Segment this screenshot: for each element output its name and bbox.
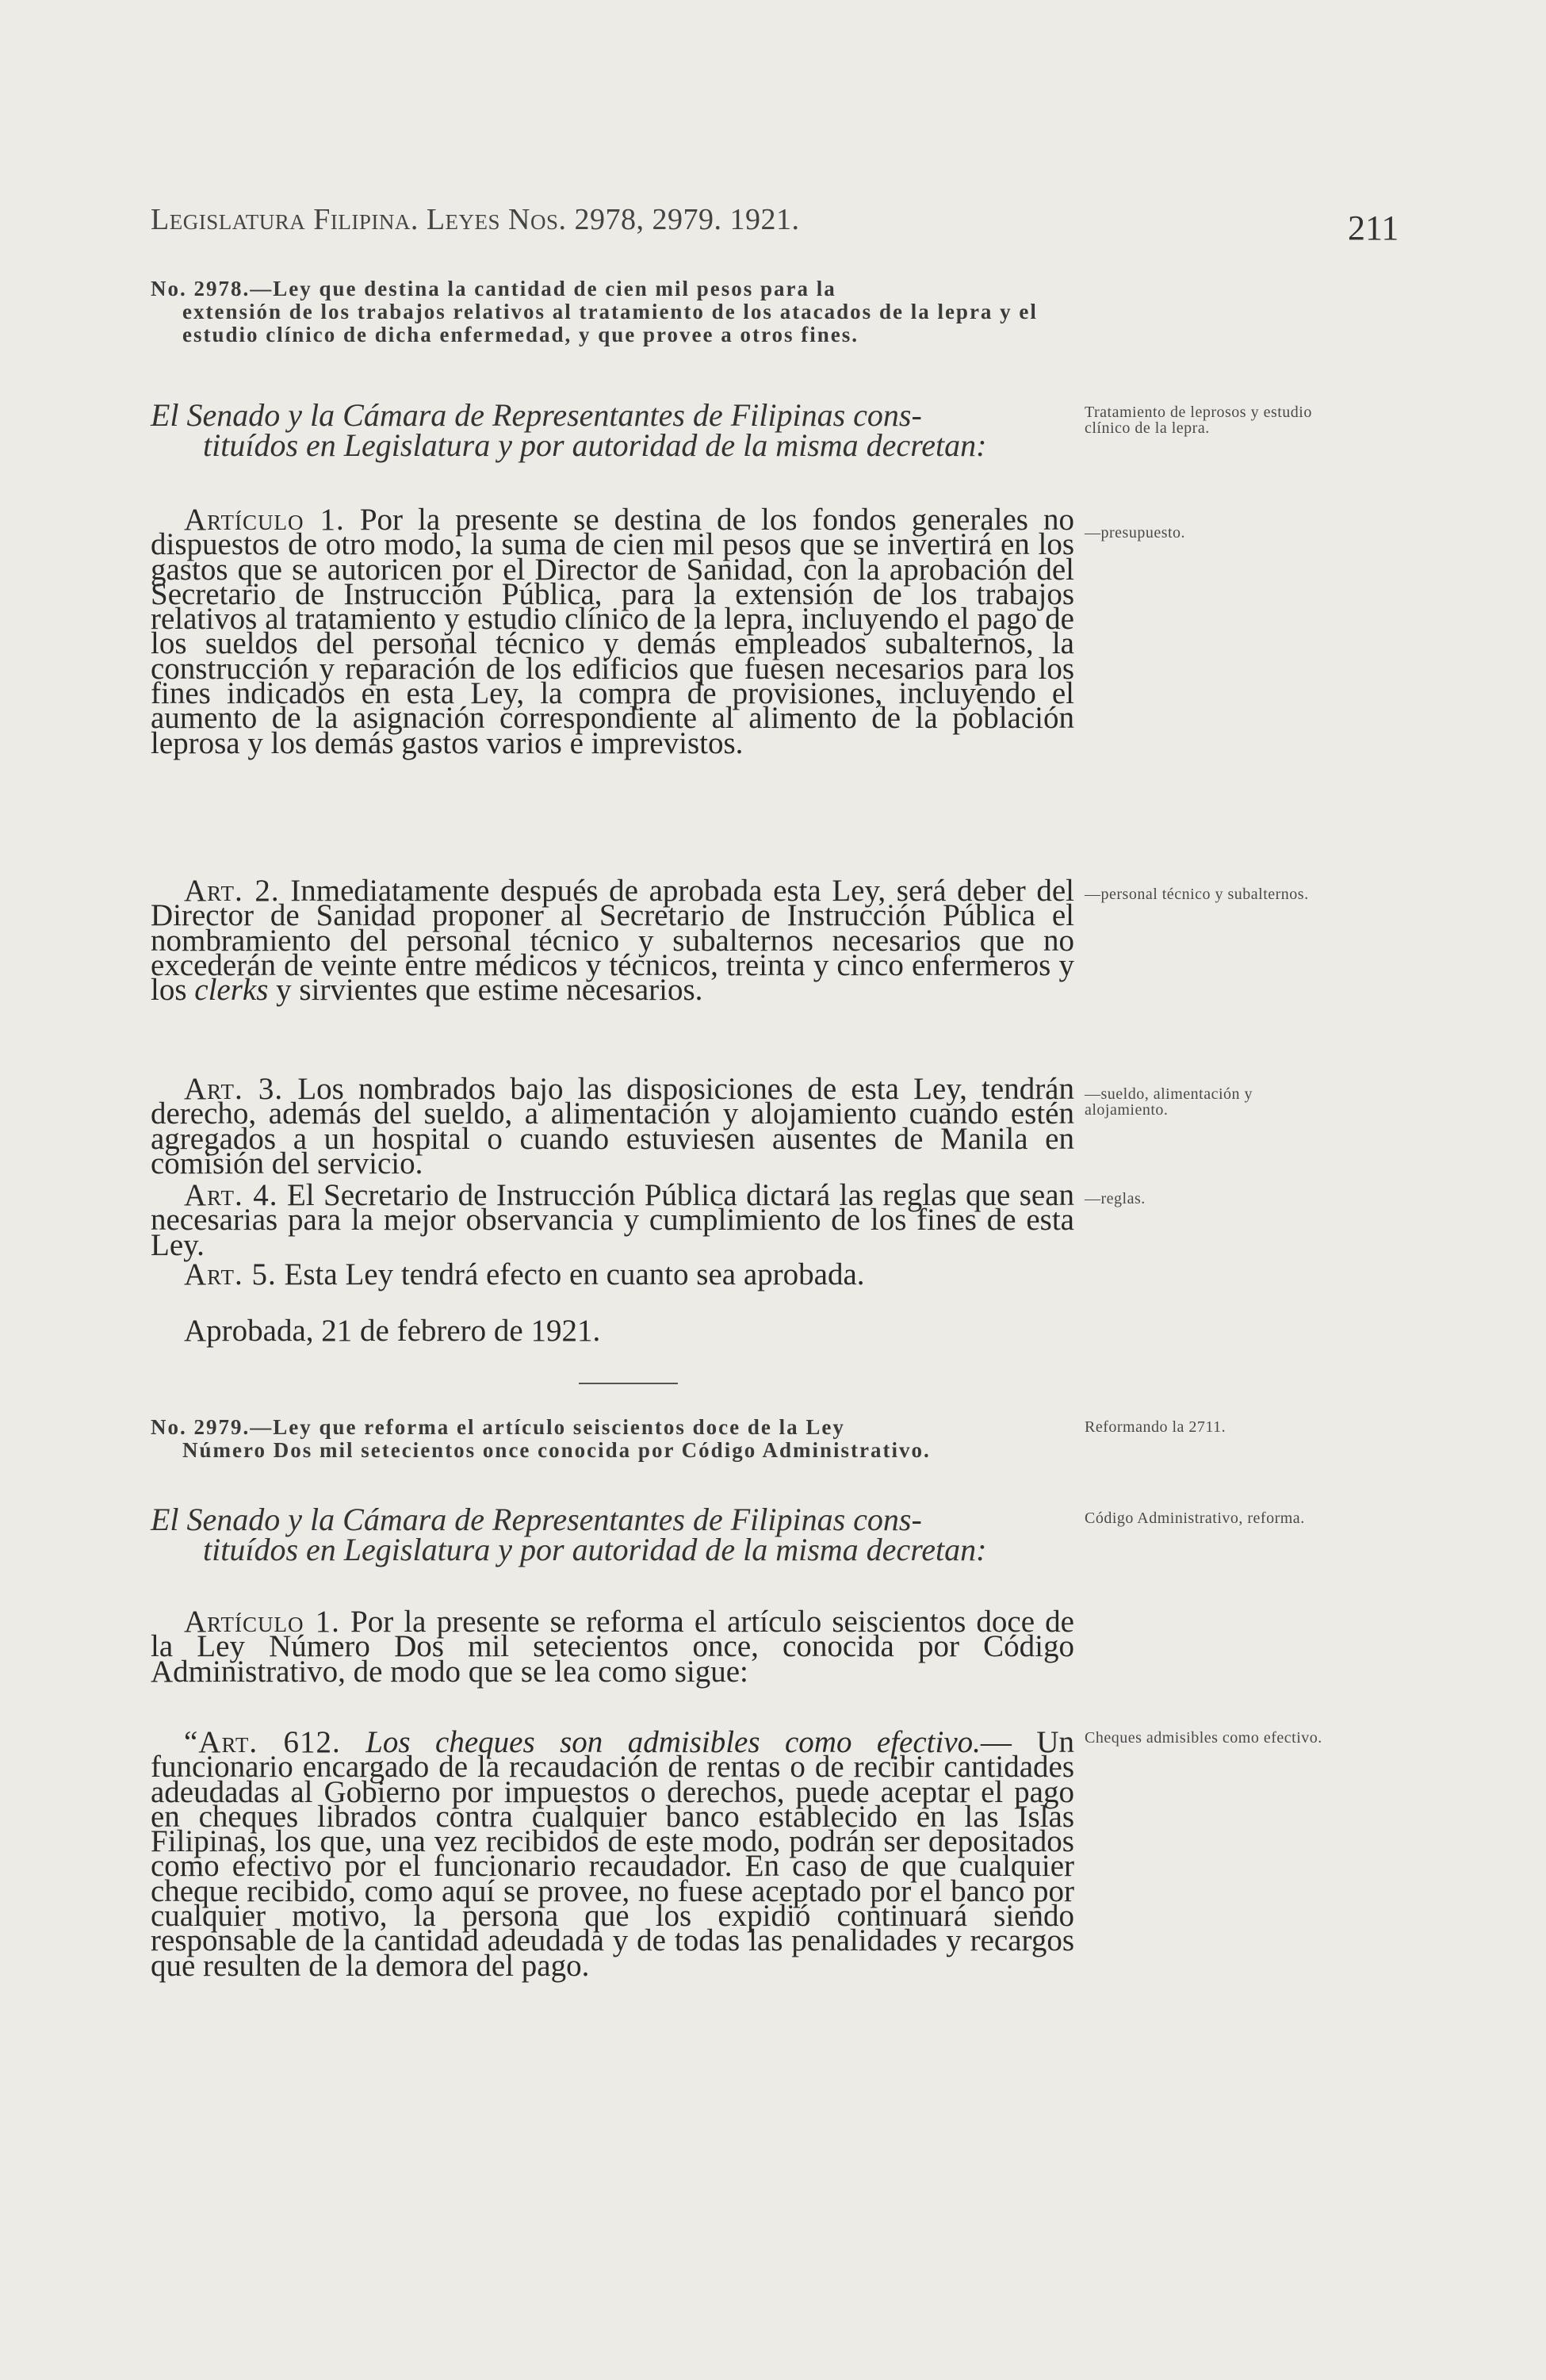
law-2979-title-line1: No. 2979.—Ley que reforma el artículo seiscientos doce de la Ley — [151, 1415, 845, 1439]
law-2979-title — [151, 1416, 1070, 1462]
law-2978-article-2 — [151, 874, 1075, 1008]
margin-note-reformando: Reformando la 2711. — [1085, 1418, 1226, 1436]
law-2979-enact-rest: tituídos en Legislatura y por autoridad de la misma decretan: — [203, 1532, 987, 1567]
article-text: Inmediatamente después de aprobada esta Ley, será deber del Director de Sanidad proponer al Secretario de Instrucción Pública el nombramiento del personal técnico y subalternos necesarios que no excederán de veinte entre médicos y técnicos, treinta y cinco enfermeros y los — [151, 874, 1075, 1008]
law-2979-title-rest: Número Dos mil setecientos once conocida por Código Administrativo. — [182, 1438, 931, 1462]
article-label: “Art. 612. — [184, 1725, 341, 1759]
margin-note-tratamiento: Tratamiento de leprosos y estudio clínico de la lepra. — [1085, 404, 1312, 437]
margin-note-cheques: Cheques admisibles como efectivo. — [1085, 1729, 1322, 1747]
article-text: Esta Ley tendrá efecto en cuanto sea aprobada. — [284, 1257, 865, 1291]
page-number: 211 — [1348, 209, 1399, 247]
law-2978-enacting-clause — [151, 397, 1074, 463]
article-text-tail: y sirvientes que estime necesarios. — [276, 973, 703, 1008]
law-2978-article-1 — [151, 503, 1074, 760]
article-label: Artículo 1. — [184, 1605, 340, 1639]
law-2979-enact-line1: El Senado y la Cámara de Representantes de Filipinas cons- — [151, 1502, 922, 1537]
margin-note-presupuesto: —presupuesto. — [1085, 524, 1186, 541]
law-2978-enact-rest: tituídos en Legislatura y por autoridad de la misma decretan: — [203, 427, 987, 463]
law-2978-enact-line1: El Senado y la Cámara de Representantes de Filipinas cons- — [151, 397, 922, 433]
law-2978-article-3 — [151, 1072, 1074, 1180]
margin-note-personal: —personal técnico y subalternos. — [1085, 886, 1309, 903]
section-divider — [579, 1383, 678, 1384]
article-label: Art. 5. — [184, 1257, 277, 1291]
margin-note-reglas: —reglas. — [1085, 1190, 1146, 1207]
law-2979-enacting-clause — [151, 1502, 1074, 1567]
law-2978-approval-date: Aprobada, 21 de febrero de 1921. — [184, 1314, 601, 1348]
article-label: Art. 3. — [184, 1072, 284, 1106]
law-2978-title-line1: No. 2978.—Ley que destina la cantidad de cien mil pesos para la — [151, 277, 836, 300]
article-text: Por la presente se destina de los fondos generales no dispuestos de otro modo, la suma de cien mil pesos que se invertirá en los gastos que se autoricen por el Director de Sanidad, con la aprobación del Secretario de Instrucción Pública, para la extensión de los trabajos relativos al tratamiento y estudio clínico de la lepra, incluyendo el pago de los sueldos del personal técnico y demás empleados subalternos, la construcción y reparación de los edificios que fuesen necesarios para los fines indicados en esta Ley, la compra de provisiones, incluyendo el aumento de la asignación correspondiente al alimento de la población leprosa y los demás gastos varios e imprevistos. — [151, 503, 1074, 760]
law-2979-article-1 — [151, 1605, 1074, 1689]
law-2978-title-rest: extensión de los trabajos relativos al tratamiento de los atacados de la lepra y el estudio clínico de dicha enfermedad, y que provee a otros fines. — [182, 300, 1038, 346]
article-text: El Secretario de Instrucción Pública dictará las reglas que sean necesarias para la mejor observancia y cumplimiento de los fines de esta Ley. — [151, 1178, 1075, 1262]
law-2978-article-5 — [151, 1257, 1074, 1291]
article-text: Los nombrados bajo las disposiciones de esta Ley, tendrán derecho, además del sueldo, a alimentación y alojamiento cuando estén agregados a un hospital o cuando estuviesen ausentes de Manila en comisión del servicio. — [151, 1072, 1074, 1180]
article-text: — Un funcionario encargado de la recaudación de rentas o de recibir cantidades adeudadas al Gobierno por impuestos o derechos, puede aceptar el pago en cheques librados contra cualquier banco establecido en las Islas Filipinas, los que, una vez recibidos de este modo, podrán ser depositados como efectivo por el funcionario recaudador. En caso de que cualquier cheque recibido, como aquí se provee, no fuese aceptado por el banco por cualquier motivo, la persona que los expidió continuará siendo responsable de la cantidad adeudada y de todas las penalidades y recargos que resulten de la demora del pago. — [151, 1725, 1074, 1983]
article-text: Por la presente se reforma el artículo seiscientos doce de la Ley Número Dos mil setecientos once, conocida por Código Administrativo, de modo que se lea como sigue: — [151, 1605, 1074, 1689]
law-2978-title — [151, 277, 1070, 346]
law-2979-article-612 — [151, 1725, 1074, 1983]
law-2978-article-4 — [151, 1178, 1075, 1262]
running-head: Legislatura Filipina. Leyes Nos. 2978, 2979. 1921. — [151, 203, 800, 236]
article-label: Art. 2. — [184, 874, 280, 908]
article-italic-term: clerks — [194, 973, 269, 1008]
article-label: Art. 4. — [184, 1178, 278, 1212]
article-label: Artículo 1. — [184, 503, 345, 537]
margin-note-sueldo: —sueldo, alimentación y alojamiento. — [1085, 1085, 1253, 1119]
article-heading-italic: Los cheques son admisibles como efectivo. — [365, 1725, 981, 1759]
margin-note-codigo: Código Administrativo, reforma. — [1085, 1510, 1305, 1527]
